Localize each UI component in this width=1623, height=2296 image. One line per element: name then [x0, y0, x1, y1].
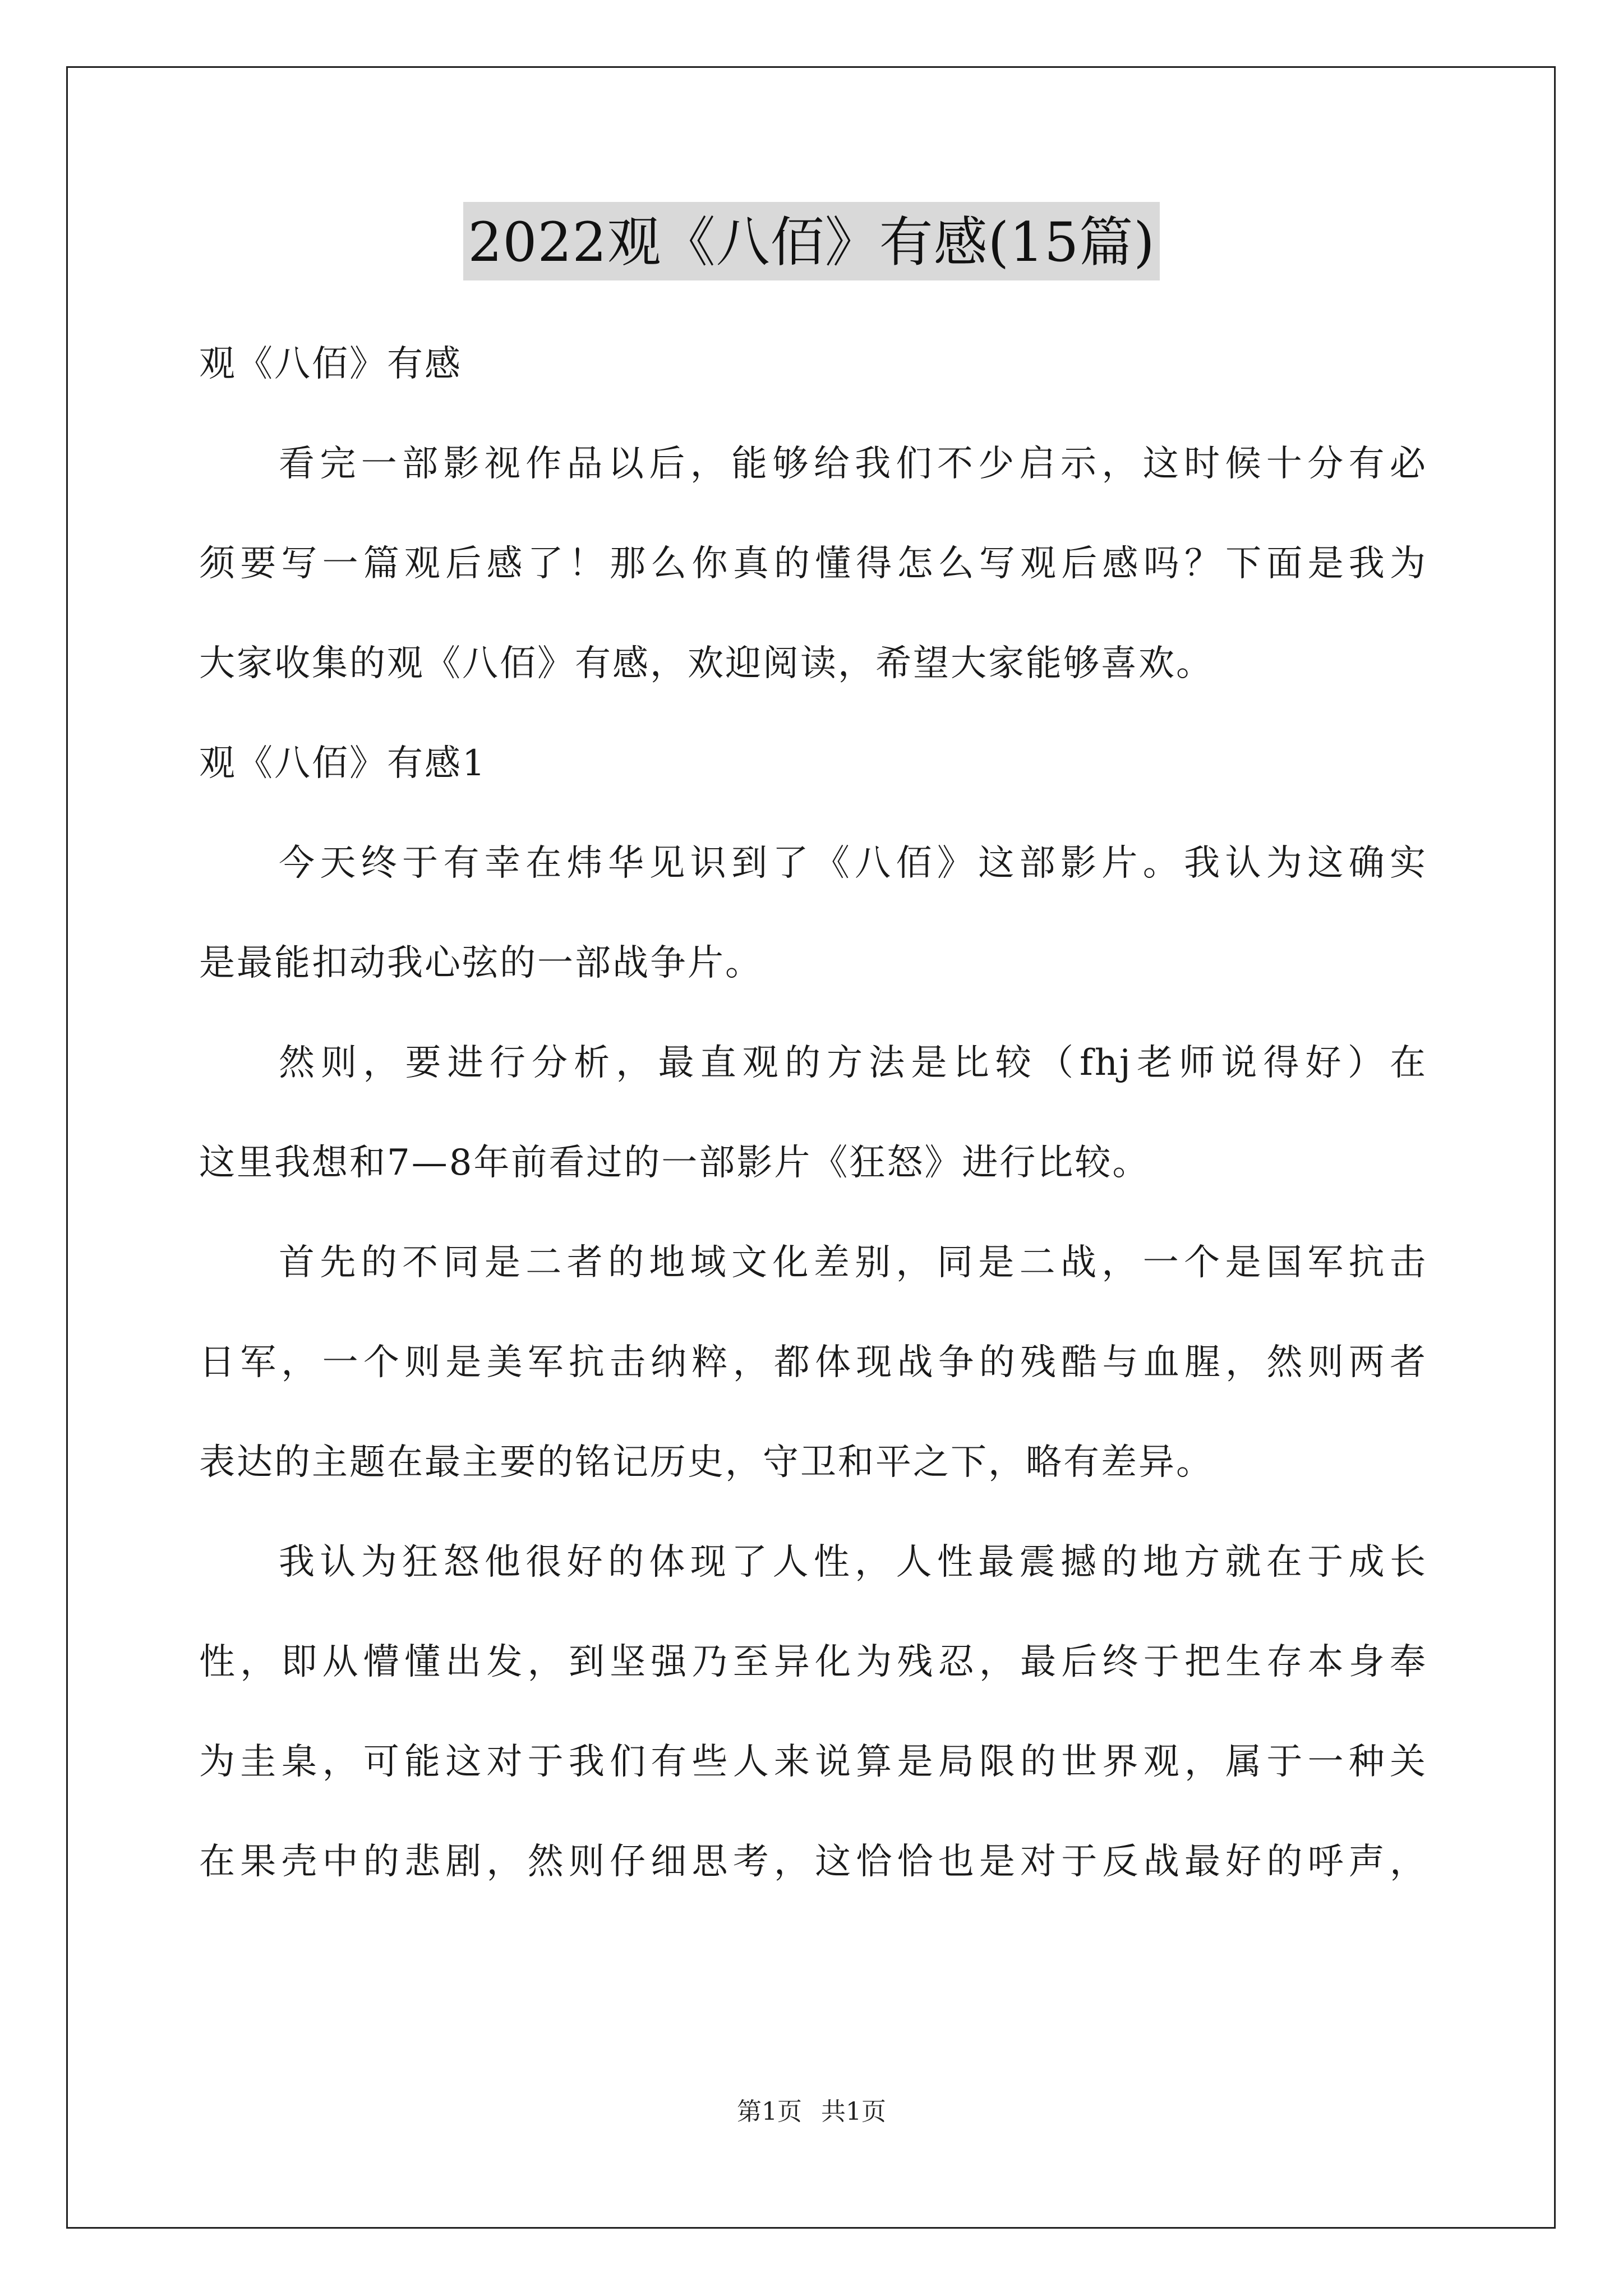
- text-line: 性，即从懵懂出发，到坚强乃至异化为残忍，最后终于把生存本身奉: [199, 1641, 1427, 1683]
- text-line: 在果壳中的悲剧，然则仔细思考，这恰恰也是对于反战最好的呼声，: [199, 1841, 1427, 1883]
- text-line: 大家收集的观《八佰》有感，欢迎阅读，希望大家能够喜欢。: [199, 643, 1214, 684]
- text-line: 今天终于有幸在炜华见识到了《八佰》这部影片。我认为这确实: [279, 843, 1427, 884]
- text-line: 是最能扣动我心弦的一部战争片。: [199, 942, 763, 984]
- text-line: 观《八佰》有感1: [199, 743, 487, 784]
- text-line: 首先的不同是二者的地域文化差别，同是二战，一个是国军抗击: [279, 1242, 1427, 1283]
- text-line: 为圭臬，可能这对于我们有些人来说算是局限的世界观，属于一种关: [199, 1741, 1427, 1783]
- title-wrap: [0, 202, 1623, 280]
- text-line: 这里我想和7—8年前看过的一部影片《狂怒》进行比较。: [199, 1142, 1150, 1184]
- text-line: 日军，一个则是美军抗击纳粹，都体现战争的残酷与血腥，然则两者: [199, 1342, 1427, 1383]
- page-total: 共1页: [821, 2097, 886, 2126]
- text-line: 须要写一篇观后感了！那么你真的懂得怎么写观后感吗？下面是我为: [199, 543, 1427, 585]
- text-line: 表达的主题在最主要的铭记历史，守卫和平之下，略有差异。: [199, 1442, 1214, 1483]
- text-line: 看完一部影视作品以后，能够给我们不少启示，这时候十分有必: [279, 443, 1427, 485]
- document-title: 2022观《八佰》有感(15篇): [463, 202, 1159, 280]
- page-number: 第1页: [737, 2097, 802, 2126]
- document-body: [199, 314, 1427, 1912]
- page-footer: [0, 2095, 1623, 2129]
- text-line: 然则，要进行分析，最直观的方法是比较（fhj老师说得好）在: [279, 1042, 1427, 1084]
- text-line: 我认为狂怒他很好的体现了人性，人性最震撼的地方就在于成长: [279, 1542, 1427, 1583]
- text-line: 观《八佰》有感: [199, 343, 462, 385]
